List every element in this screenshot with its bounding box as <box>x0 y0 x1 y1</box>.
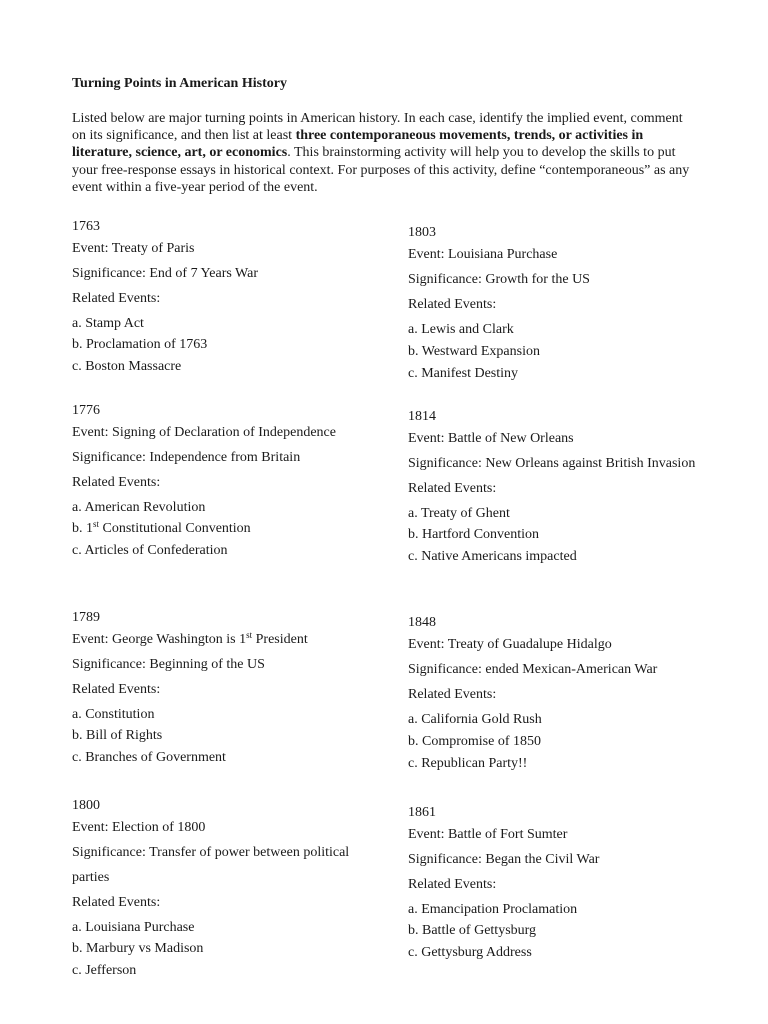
related-item: b. Hartford Convention <box>408 527 540 542</box>
entry-event: Event: Signing of Declaration of Independence <box>72 425 336 440</box>
related-item: c. Articles of Confederation <box>72 543 228 558</box>
related-item: c. Native Americans impacted <box>408 549 577 564</box>
related-item: c. Gettysburg Address <box>408 945 532 960</box>
intro-paragraph <box>72 110 692 196</box>
entry-1861 <box>408 804 748 961</box>
related-item: c. Manifest Destiny <box>408 366 519 381</box>
entry-related-label: Related Events: <box>72 895 161 910</box>
related-item: a. American Revolution <box>72 500 206 515</box>
entry-event: Event: Louisiana Purchase <box>408 247 558 262</box>
related-item: c. Jefferson <box>72 963 137 978</box>
entry-event <box>72 631 412 648</box>
entry-1776 <box>72 402 412 559</box>
entry-related-label: Related Events: <box>72 682 161 697</box>
entry-significance: Significance: Independence from Britain <box>72 450 301 465</box>
entry-1763 <box>72 218 412 375</box>
related-item: c. Boston Massacre <box>72 359 182 374</box>
related-item: b. Westward Expansion <box>408 344 540 359</box>
related-item: b. Bill of Rights <box>72 728 163 743</box>
entry-event: Event: Battle of Fort Sumter <box>408 827 568 842</box>
ordinal-suffix: st <box>246 630 253 640</box>
entry-significance: Significance: Transfer of power between political <box>72 845 350 860</box>
related-item: a. Lewis and Clark <box>408 322 514 337</box>
entry-related-label: Related Events: <box>408 297 497 312</box>
entry-significance-cont: parties <box>72 870 110 885</box>
related-item: c. Republican Party!! <box>408 756 528 771</box>
entry-event: Event: Battle of New Orleans <box>408 431 574 446</box>
entry-year: 1848 <box>408 615 436 630</box>
entry-year: 1861 <box>408 805 436 820</box>
entry-related-label: Related Events: <box>72 475 161 490</box>
entry-related-label: Related Events: <box>72 291 161 306</box>
related-item: b. Marbury vs Madison <box>72 941 204 956</box>
related-item: b. Compromise of 1850 <box>408 734 541 749</box>
related-item: c. Branches of Government <box>72 750 226 765</box>
entry-significance: Significance: Beginning of the US <box>72 657 265 672</box>
related-item <box>72 520 412 537</box>
related-item: a. Emancipation Proclamation <box>408 902 578 917</box>
entry-year: 1803 <box>408 225 436 240</box>
entry-significance: Significance: New Orleans against British Invasion <box>408 456 696 471</box>
related-item: a. California Gold Rush <box>408 712 542 727</box>
entry-related-label: Related Events: <box>408 481 497 496</box>
intro-emphasis: three contemporaneous movements, trends, or activities in literature, science, art, or economics <box>72 128 644 161</box>
entry-event: Event: Treaty of Paris <box>72 241 195 256</box>
entry-year: 1814 <box>408 409 436 424</box>
entry-related-label: Related Events: <box>408 877 497 892</box>
entry-1803 <box>408 224 748 382</box>
entry-significance: Significance: Began the Civil War <box>408 852 600 867</box>
related-item: a. Constitution <box>72 707 155 722</box>
entry-significance: Significance: End of 7 Years War <box>72 266 259 281</box>
related-item: a. Stamp Act <box>72 316 144 331</box>
entry-1848 <box>408 614 748 772</box>
intro-text-cont: . This brainstorming activity will help you to develop the skills to put your free-response essays in historical context. For purposes of this activity, define “contemporaneous” as any event within a five-year period of the event. <box>72 145 690 195</box>
related-item-text: b. 1 <box>72 521 93 536</box>
entry-event: Event: Election of 1800 <box>72 820 206 835</box>
related-item: b. Battle of Gettysburg <box>408 923 537 938</box>
document-title: Turning Points in American History <box>72 76 287 91</box>
entry-year: 1763 <box>72 219 100 234</box>
entry-1800 <box>72 797 412 979</box>
entry-1789 <box>72 609 412 766</box>
entry-event-text: Event: George Washington is 1 <box>72 632 247 647</box>
related-item: a. Louisiana Purchase <box>72 920 195 935</box>
related-item-text: Constitutional Convention <box>99 521 251 536</box>
entry-event-text: President <box>252 632 308 647</box>
entry-related-label: Related Events: <box>408 687 497 702</box>
entry-year: 1789 <box>72 610 100 625</box>
entry-1814 <box>408 408 748 565</box>
entry-significance: Significance: Growth for the US <box>408 272 590 287</box>
entry-event: Event: Treaty of Guadalupe Hidalgo <box>408 637 612 652</box>
intro-text: Listed below are major turning points in American history. In each case, identify the implied event, comment on its significance, and then list at least <box>72 111 683 144</box>
related-item: a. Treaty of Ghent <box>408 506 510 521</box>
entry-year: 1800 <box>72 798 100 813</box>
ordinal-suffix: st <box>93 519 100 529</box>
entry-significance: Significance: ended Mexican-American War <box>408 662 658 677</box>
related-item: b. Proclamation of 1763 <box>72 337 208 352</box>
entry-year: 1776 <box>72 403 100 418</box>
